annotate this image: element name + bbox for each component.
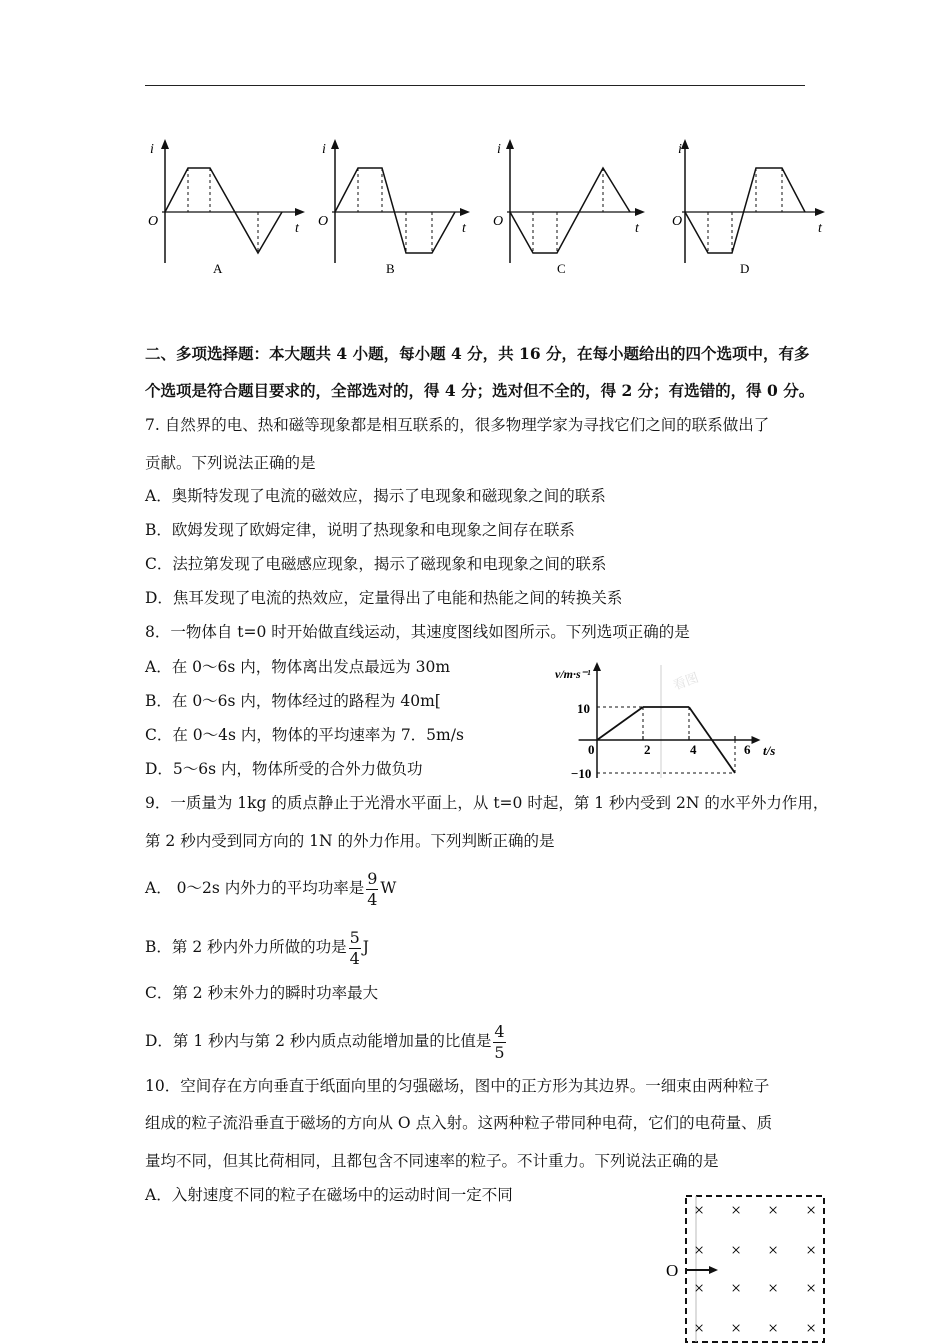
q7-stem-line1: 7. 自然界的电、热和磁等现象都是相互联系的，很多物理学家为寻找它们之间的联系做出了 [145, 416, 770, 434]
q9-b-denominator: 4 [349, 948, 360, 968]
q7-option-a: A．奥斯特发现了电流的磁效应，揭示了电现象和磁现象之间的联系 [145, 487, 606, 505]
graph-d-label: D [740, 261, 750, 276]
field-cross-icon: × [806, 1240, 817, 1260]
q9-d-denominator: 5 [494, 1042, 505, 1062]
q8-option-a: A．在 0～6s 内，物体离出发点最远为 30m [145, 658, 451, 676]
field-cross-icon: × [806, 1278, 817, 1298]
vt-y-tick-neg10: −10 [571, 766, 592, 781]
vt-x-tick-2: 2 [644, 742, 651, 757]
field-cross-icon: × [731, 1200, 742, 1220]
graph-d-origin: O [672, 214, 683, 229]
q10-stem-line1: 10．空间存在方向垂直于纸面向里的匀强磁场，图中的正方形为其边界。一细束由两种粒子 [145, 1077, 770, 1095]
graph-a-i-label: i [150, 142, 154, 157]
graph-b-i-label: i [322, 142, 326, 157]
field-cross-icon: × [731, 1278, 742, 1298]
field-cross-icon: × [768, 1278, 779, 1298]
graph-a-label: A [213, 261, 223, 276]
graph-c [493, 139, 645, 276]
q9-b-numerator: 5 [349, 927, 360, 947]
q9-option-a-text: A． 0～2s 内外力的平均功率是 [145, 879, 365, 897]
graph-c-i-label: i [497, 142, 501, 157]
graph-b-label: B [386, 261, 395, 276]
magnetic-field-figure [660, 1188, 840, 1344]
field-cross-icon: × [694, 1200, 705, 1220]
q8-option-c: C．在 0～4s 内，物体的平均速率为 7．5m/s [145, 726, 464, 744]
q9-a-numerator: 9 [367, 868, 378, 888]
vt-x-arrow-icon [752, 736, 761, 744]
graph-c-label: C [557, 261, 566, 276]
q9-option-b-text: B．第 2 秒内外力所做的功是 [145, 938, 347, 956]
vt-x-tick-4: 4 [690, 742, 697, 757]
field-cross-icon: × [694, 1278, 705, 1298]
graph-c-t-label: t [635, 221, 639, 236]
vt-axes [579, 662, 761, 778]
field-cross-icon: × [768, 1240, 779, 1260]
q9-d-numerator: 4 [494, 1021, 505, 1041]
graph-b-t-label: t [462, 221, 466, 236]
graph-a [148, 139, 305, 276]
velocity-time-chart [535, 660, 795, 785]
q9-option-b-unit: J [362, 938, 370, 956]
field-cross-icon: × [768, 1318, 779, 1338]
q7-option-c: C．法拉第发现了电磁感应现象，揭示了磁现象和电现象之间的联系 [145, 555, 607, 573]
field-cross-icon: × [731, 1240, 742, 1260]
q9-stem-line1: 9．一质量为 1kg 的质点静止于光滑水平面上，从 t=0 时起，第 1 秒内受到 2N 的水平外力作用， [145, 794, 829, 812]
q9-option-a-unit: W [380, 879, 397, 897]
vt-y-arrow-icon [593, 662, 601, 671]
q10-option-a: A．入射速度不同的粒子在磁场中的运动时间一定不同 [145, 1186, 513, 1204]
q9-stem-line2: 第 2 秒内受到同方向的 1N 的外力作用。下列判断正确的是 [145, 832, 555, 850]
field-cross-icon: × [694, 1318, 705, 1338]
q9-option-d-fraction [493, 1022, 505, 1063]
field-cross-icon: × [806, 1318, 817, 1338]
vt-origin-label: 0 [588, 742, 595, 757]
option-graphs [140, 135, 840, 285]
q8-option-d: D．5～6s 内，物体所受的合外力做负功 [145, 760, 423, 778]
q7-stem-line2: 贡献。下列说法正确的是 [145, 454, 316, 472]
vt-x-axis-label: t/s [763, 743, 776, 758]
graph-d-i-label: i [678, 142, 682, 157]
q9-option-a-fraction [366, 869, 378, 910]
q9-option-a [145, 866, 396, 910]
top-rule [145, 85, 805, 86]
q9-a-denominator: 4 [367, 889, 378, 909]
section2-line1: 二、多项选择题：本大题共 4 小题，每小题 4 分，共 16 分，在每小题给出的四个选项中，有多 [145, 344, 810, 363]
graph-b-origin: O [318, 214, 329, 229]
vt-y-axis-label: v/m·s⁻¹ [555, 667, 591, 681]
entry-point-label: O [666, 1261, 679, 1280]
vt-series-segment [689, 707, 712, 740]
vt-series-segment [597, 707, 643, 740]
graph-a-t-label: t [295, 221, 299, 236]
vt-y-tick-10: 10 [577, 701, 590, 716]
field-cross-icon: × [731, 1318, 742, 1338]
graph-c-origin: O [493, 214, 504, 229]
field-cross-icon: × [694, 1240, 705, 1260]
q9-option-c: C．第 2 秒末外力的瞬时功率最大 [145, 984, 379, 1002]
q9-option-b-fraction [349, 928, 361, 969]
graph-b [318, 139, 470, 276]
q8-option-b: B．在 0～6s 内，物体经过的路程为 40m[ [145, 692, 441, 710]
graph-d-t-label: t [818, 221, 822, 236]
section2-line2: 个选项是符合题目要求的，全部选对的，得 4 分；选对但不全的，得 2 分；有选错的，得 0 分。 [145, 381, 815, 400]
vt-watermark: 看图 [670, 669, 701, 693]
field-cross-icon: × [768, 1200, 779, 1220]
entry-arrowhead-icon [709, 1266, 718, 1274]
q9-option-d [145, 1019, 508, 1063]
field-cross-icon: × [806, 1200, 817, 1220]
q9-option-b [145, 925, 369, 969]
q9-option-d-text: D．第 1 秒内与第 2 秒内质点动能增加量的比值是 [145, 1032, 492, 1050]
vt-series-segment [712, 740, 735, 773]
q7-option-b: B．欧姆发现了欧姆定律，说明了热现象和电现象之间存在联系 [145, 521, 575, 539]
graph-a-origin: O [148, 214, 159, 229]
q8-stem: 8．一物体自 t=0 时开始做直线运动，其速度图线如图所示。下列选项正确的是 [145, 623, 690, 641]
graph-d [672, 139, 825, 276]
q10-stem-line2: 组成的粒子流沿垂直于磁场的方向从 O 点入射。这两种粒子带同种电荷，它们的电荷量、质 [145, 1114, 773, 1132]
vt-x-tick-6: 6 [744, 742, 751, 757]
q10-stem-line3: 量均不同，但其比荷相同，且都包含不同速率的粒子。不计重力。下列说法正确的是 [145, 1152, 719, 1170]
q7-option-d: D．焦耳发现了电流的热效应，定量得出了电能和热能之间的转换关系 [145, 589, 623, 607]
